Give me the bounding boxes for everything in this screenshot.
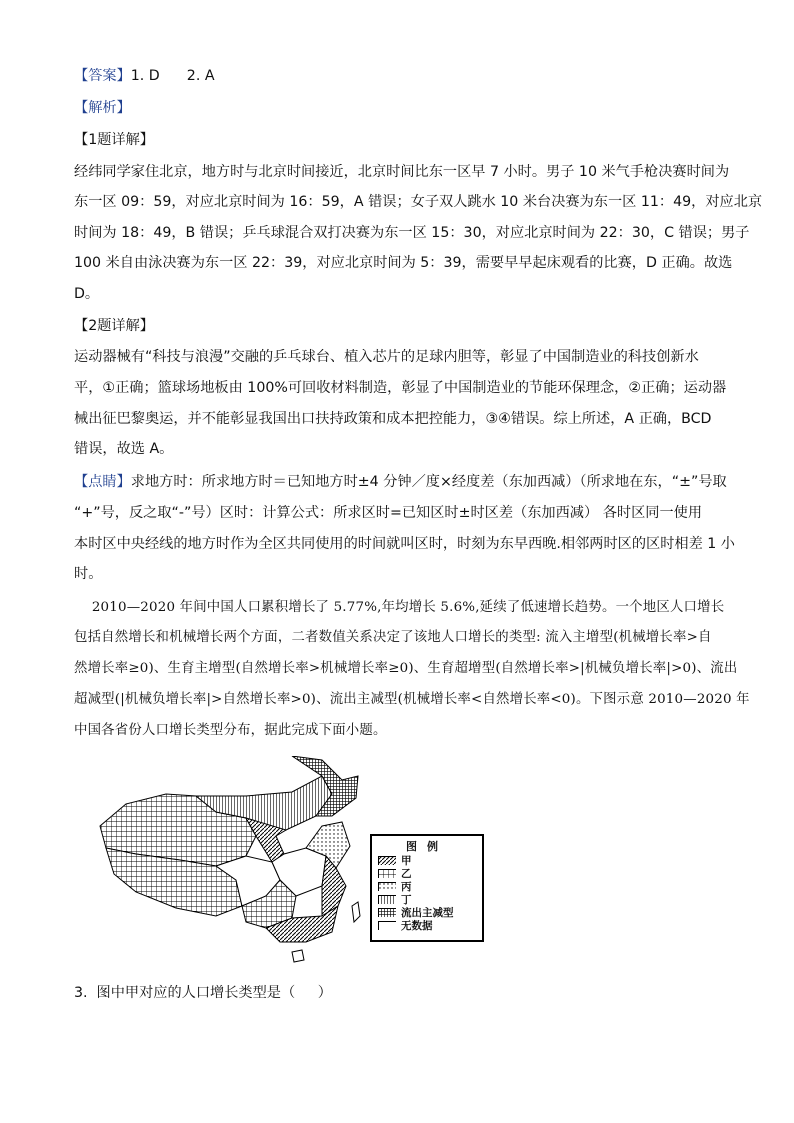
q2-line-1: 运动器械有“科技与浪漫”交融的乒乓球台、植入芯片的足球内胆等，彰显了中国制造业的科技创新水 (74, 349, 699, 365)
stem-line-3: 然增长率≥0)、生育主增型(自然增长率>机械增长率≥0)、生育超增型(自然增长率>|机械负增长率|>0)、流出 (74, 661, 738, 676)
tip-line-4: 时。 (74, 566, 103, 582)
legend-swatch-grid (378, 869, 396, 878)
q2-line-3: 械出征巴黎奥运，并不能彰显我国出口扶持政策和成本把控能力，③④错误。综上所述，A 正确，BCD (74, 411, 712, 427)
map-region-hainan (292, 950, 304, 962)
map-region-southeast (322, 856, 346, 916)
map-legend (370, 834, 484, 942)
legend-label: 乙 (401, 868, 412, 880)
legend-swatch-dots (378, 882, 396, 891)
q1-line-3: 时间为 18：49，B 错误；乒乓球混合双打决赛为东一区 15：30，对应北京时间为 22：30，C 错误；男子 (74, 225, 750, 241)
legend-item-bing (378, 880, 482, 893)
tip-label: 【点睛】 (74, 474, 131, 490)
stem-line-1: 2010—2020 年间中国人口累积增长了 5.77%,年均增长 5.6%,延续了低速增长趋势。一个地区人口增长 (74, 600, 725, 615)
question-3: 3. 图中甲对应的人口增长类型是（ ） (74, 985, 332, 1001)
legend-swatch-dense (378, 908, 396, 917)
legend-label: 丙 (401, 881, 412, 893)
legend-label: 无数据 (401, 920, 433, 932)
legend-item-no-data (378, 919, 482, 932)
legend-item-jia (378, 854, 482, 867)
answer-line (74, 66, 734, 86)
q1-line-1: 经纬同学家住北京，地方时与北京时间接近，北京时间比东一区早 7 小时。男子 10 米气手枪决赛时间为 (74, 164, 730, 180)
answer-label: 【答案】 (74, 68, 131, 84)
stem-line-2: 包括自然增长和机械增长两个方面，二者数值关系决定了该地人口增长的类型: 流入主增型(机械增长率>自 (74, 630, 712, 645)
stem-line-4: 超减型(|机械负增长率|>自然增长率>0)、流出主减型(机械增长率<自然增长率<0)。下图示意 2010—2020 年 (74, 692, 750, 707)
tip-line-3: 本时区中央经线的地方时作为全区共同使用的时间就叫区时，时刻为东早西晚.相邻两时区的区时相差 1 小 (74, 536, 735, 552)
tip-line-1 (74, 472, 734, 492)
map-region-taiwan (352, 902, 360, 922)
q1-line-5: D。 (74, 286, 100, 302)
q2-heading: 【2题详解】 (74, 318, 154, 334)
legend-title: 图例 (406, 840, 448, 853)
legend-swatch-vert (378, 895, 396, 904)
q1-heading: 【1题详解】 (74, 132, 154, 148)
legend-item-yi (378, 867, 482, 880)
legend-swatch-blank (378, 921, 396, 930)
q1-line-2: 东一区 09：59，对应北京时间为 16：59，A 错误；女子双人跳水 10 米台决赛为东一区 11：49，对应北京 (74, 194, 763, 210)
legend-swatch-diag (378, 856, 396, 865)
q2-line-2: 平，①正确；篮球场地板由 100%可回收材料制造，彰显了中国制造业的节能环保理念，②正确；运动器 (74, 380, 727, 396)
q1-line-4: 100 米自由泳决赛为东一区 22：39，对应北京时间为 5：39，需要早早起床观看的比赛，D 正确。故选 (74, 255, 733, 271)
legend-label: 甲 (401, 855, 412, 867)
legend-label: 丁 (401, 894, 412, 906)
tip-text-1: 求地方时：所求地方时＝已知地方时±4 分钟／度×经度差（东加西减）（所求地在东，“±”号取 (130, 474, 727, 490)
tip-line-2: “+”号，反之取“-”号）区时：计算公式：所求区时=已知区时±时区差（东加西减） 各时区同一使用 (74, 505, 703, 521)
stem-line-5: 中国各省份人口增长类型分布，据此完成下面小题。 (74, 723, 387, 738)
analysis-label: 【解析】 (74, 100, 131, 116)
answer-text: 1. D 2. A (130, 68, 215, 84)
q2-line-4: 错误，故选 A。 (74, 441, 174, 457)
legend-label: 流出主减型 (401, 907, 454, 919)
